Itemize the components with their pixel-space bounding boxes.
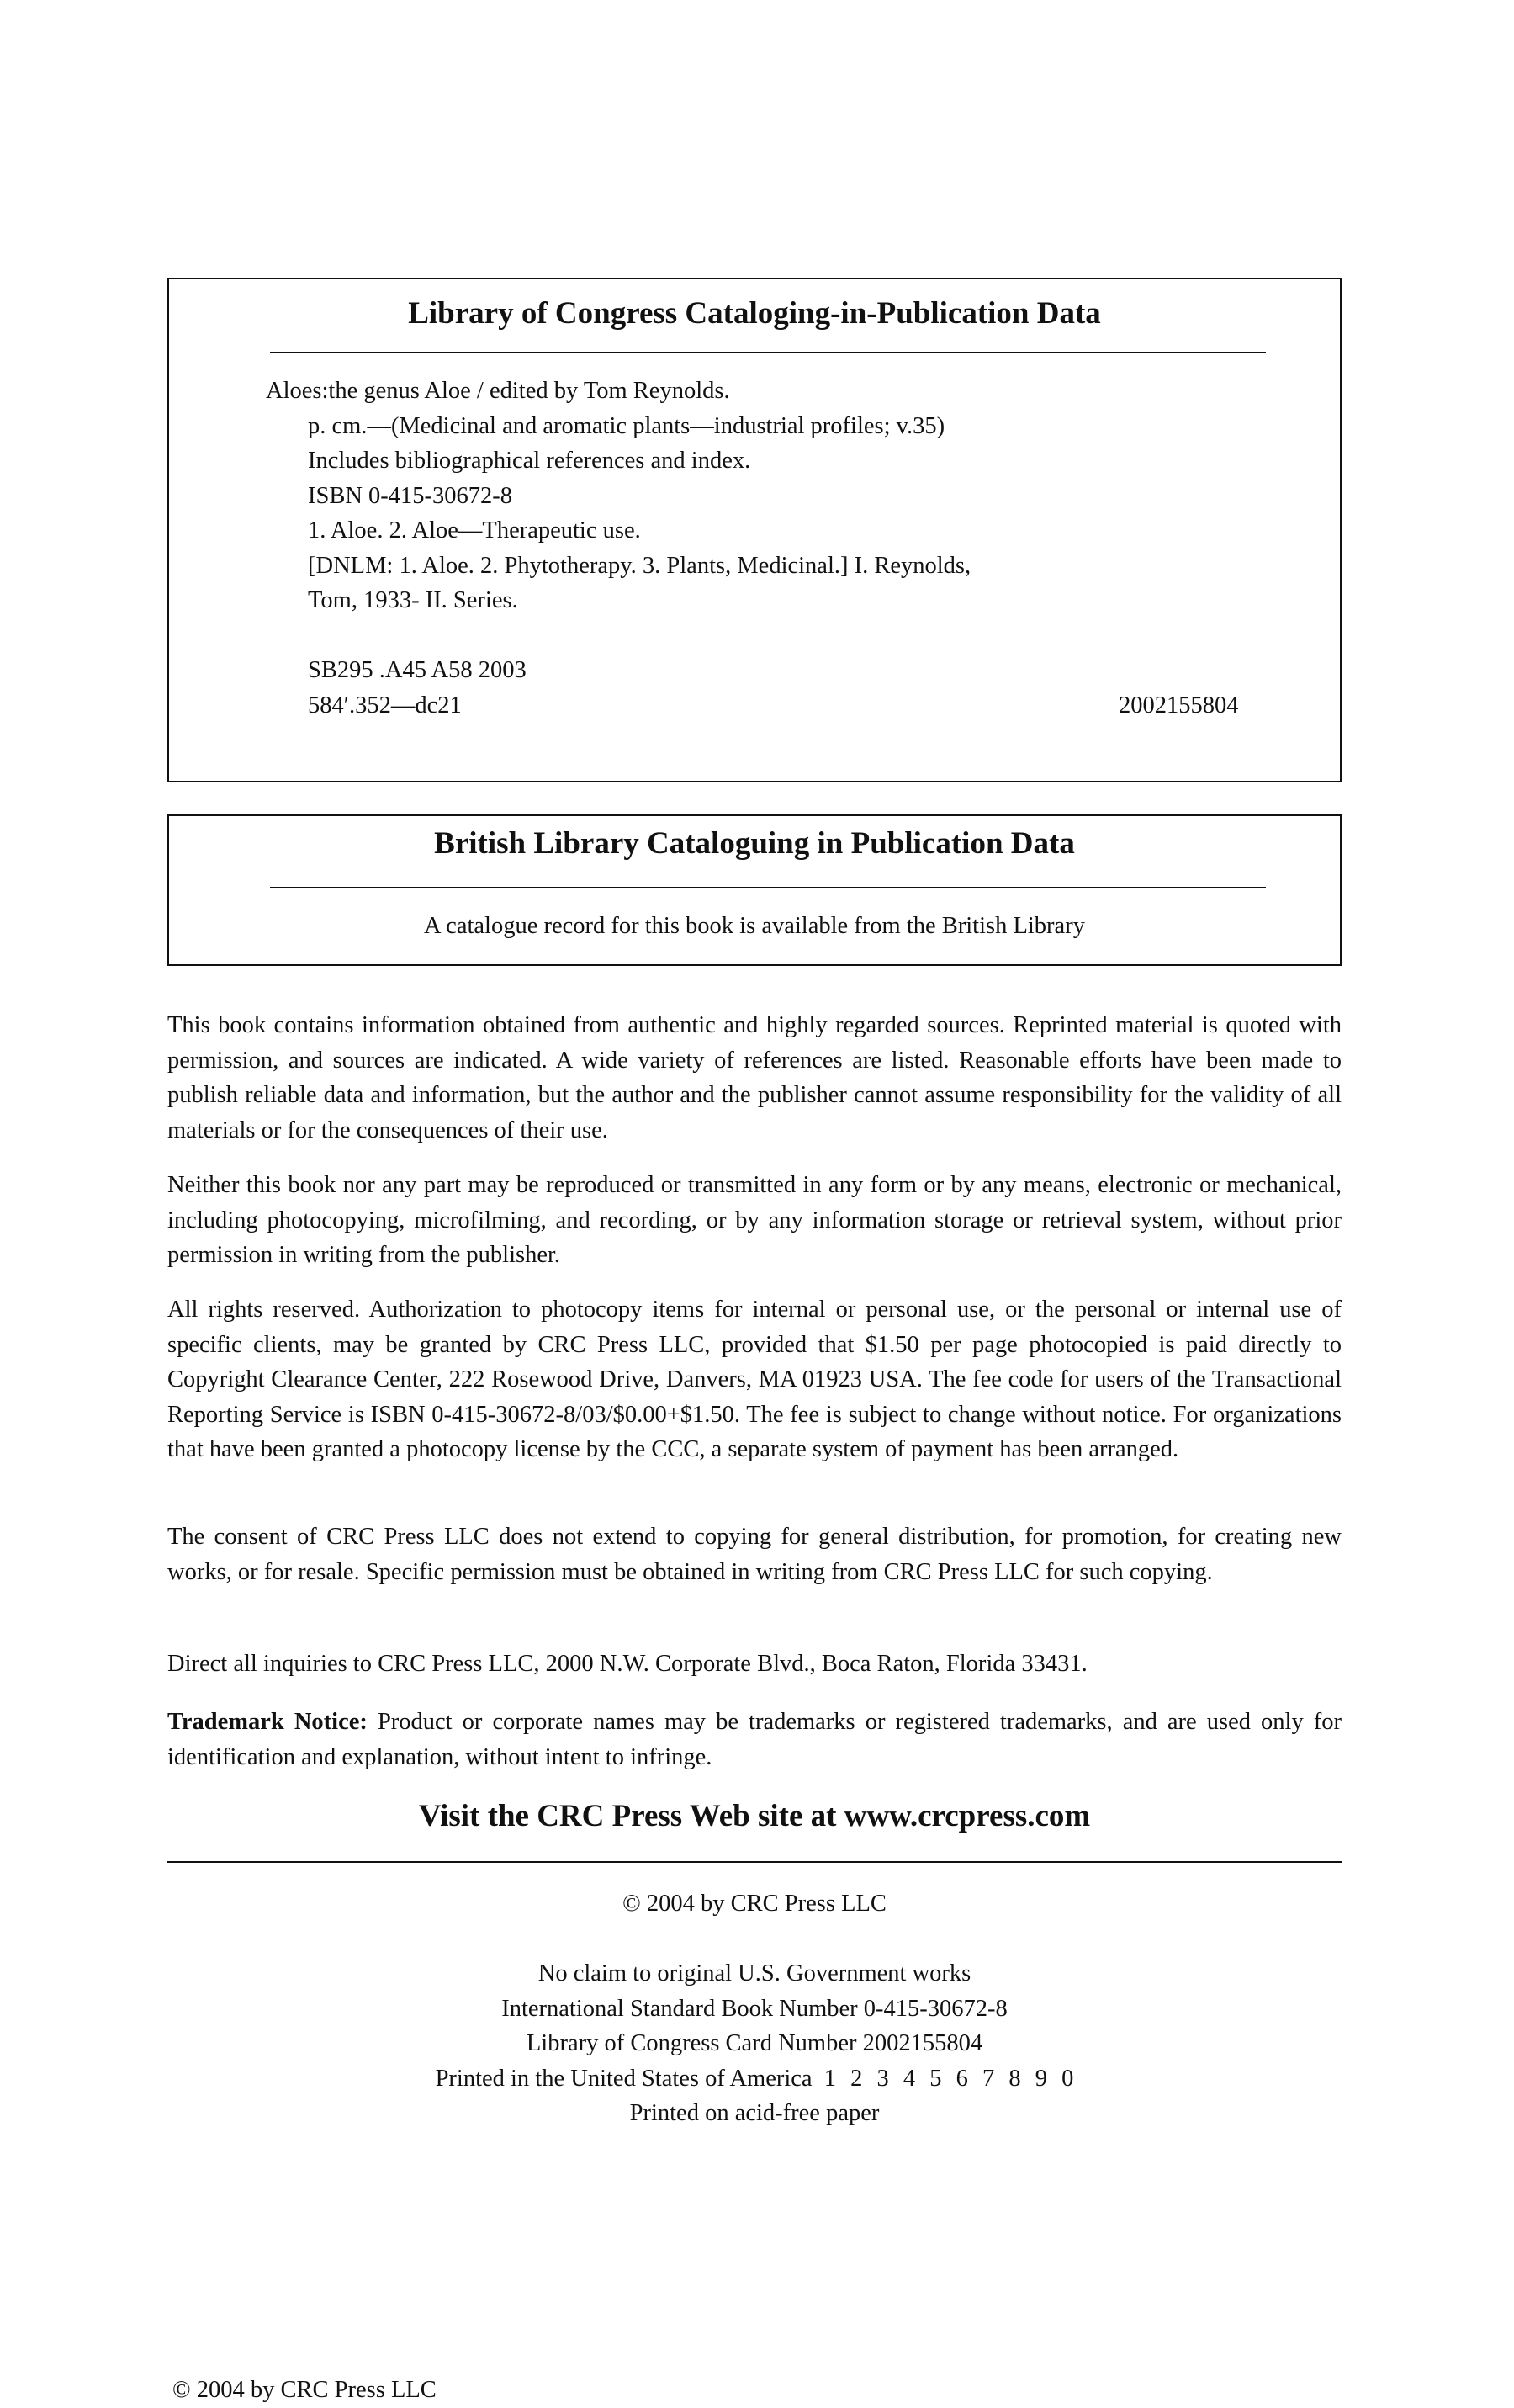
- loc-cip-title: Library of Congress Cataloging-in-Publication Data: [408, 296, 1101, 331]
- trademark-text: Product or corporate names may be trademarks or registered trademarks, and are used only for identification and explanation, without intent to infringe.: [167, 1709, 1342, 1770]
- cip-line-author: Tom, 1933- II. Series.: [308, 587, 518, 613]
- cip-line-isbn: ISBN 0-415-30672-8: [308, 482, 513, 509]
- claims-block: [167, 1956, 1342, 2131]
- loc-cip-rule: [270, 352, 1266, 353]
- cip-spacer: [266, 618, 1340, 654]
- bl-cip-text: A catalogue record for this book is available from the British Library: [424, 913, 1085, 939]
- loc-cip-entry: [266, 374, 1340, 723]
- inquiries-paragraph: Direct all inquiries to CRC Press LLC, 2000 N.W. Corporate Blvd., Boca Raton, Florida 33431.: [167, 1651, 1088, 1677]
- acid-free-line: Printed on acid-free paper: [629, 2100, 880, 2126]
- cip-line-dnlm: [DNLM: 1. Aloe. 2. Phytotherapy. 3. Plants, Medicinal.] I. Reynolds,: [308, 552, 971, 579]
- reproduction-paragraph: Neither this book nor any part may be reproduced or transmitted in any form or by any means, electronic or mechanical, including photocopying, microfilming, and recording, or by any information storage or retrieval system, without prior permission in writing from the publisher.: [167, 1172, 1342, 1268]
- cip-line-notes: Includes bibliographical references and index.: [308, 448, 751, 474]
- cip-dewey: 584′.352—dc21: [308, 692, 462, 719]
- cip-call-number: SB295 .A45 A58 2003: [308, 657, 527, 683]
- visit-website-heading: Visit the CRC Press Web site at www.crcpress.com: [418, 1799, 1091, 1833]
- cip-line-title: Aloes:the genus Aloe / edited by Tom Reynolds.: [266, 378, 730, 404]
- printed-in-line: [167, 2061, 1342, 2097]
- loc-cip-box: [167, 278, 1342, 782]
- bottom-rule: [167, 1861, 1342, 1863]
- print-run-digits: 1 2 3 4 5 6 7 8 9 0: [823, 2065, 1074, 2092]
- bl-cip-title: British Library Cataloguing in Publication Data: [434, 826, 1075, 861]
- cip-line-subjects: 1. Aloe. 2. Aloe—Therapeutic use.: [308, 517, 641, 544]
- cip-class-row: [266, 688, 1340, 724]
- bl-cip-box: [167, 814, 1342, 966]
- bl-cip-rule: [270, 887, 1266, 888]
- lccn-line: Library of Congress Card Number 2002155804: [526, 2030, 983, 2056]
- cip-lccn: 2002155804: [1119, 692, 1239, 719]
- no-claim-line: No claim to original U.S. Government works: [537, 1960, 971, 1986]
- isbn-line: International Standard Book Number 0-415-30672-8: [501, 1995, 1008, 2022]
- trademark-label: Trademark Notice:: [167, 1709, 368, 1735]
- disclaimer-paragraph: This book contains information obtained from authentic and highly regarded sources. Reprinted material is quoted with permission, and sources are indicated. A wide variety of references are listed. Reasonable efforts have been made to publish reliable data and information, but the author and the publisher cannot assume responsibility for the validity of all materials or for the consequences of their use.: [167, 1012, 1342, 1143]
- footer-copyright: © 2004 by CRC Press LLC: [172, 2377, 437, 2403]
- consent-paragraph: The consent of CRC Press LLC does not extend to copying for general distribution, for promotion, for creating new works, or for resale. Specific permission must be obtained in writing from CRC Press LLC for such copying.: [167, 1524, 1342, 1585]
- trademark-paragraph: [167, 1705, 1342, 1774]
- printed-in-text: Printed in the United States of America: [435, 2065, 813, 2092]
- rights-paragraph: All rights reserved. Authorization to photocopy items for internal or personal use, or the personal or internal use of specific clients, may be granted by CRC Press LLC, provided that $1.50 per page photocopied is paid directly to Copyright Clearance Center, 222 Rosewood Drive, Danvers, MA 01923 USA. The fee code for users of the Transactional Reporting Service is ISBN 0-415-30672-8/03/$0.00+$1.50. The fee is subject to change without notice. For organizations that have been granted a photocopy license by the CCC, a separate system of payment has been arranged.: [167, 1297, 1342, 1462]
- copyright-line: © 2004 by CRC Press LLC: [622, 1891, 887, 1917]
- cip-line-series: p. cm.—(Medicinal and aromatic plants—industrial profiles; v.35): [308, 412, 945, 439]
